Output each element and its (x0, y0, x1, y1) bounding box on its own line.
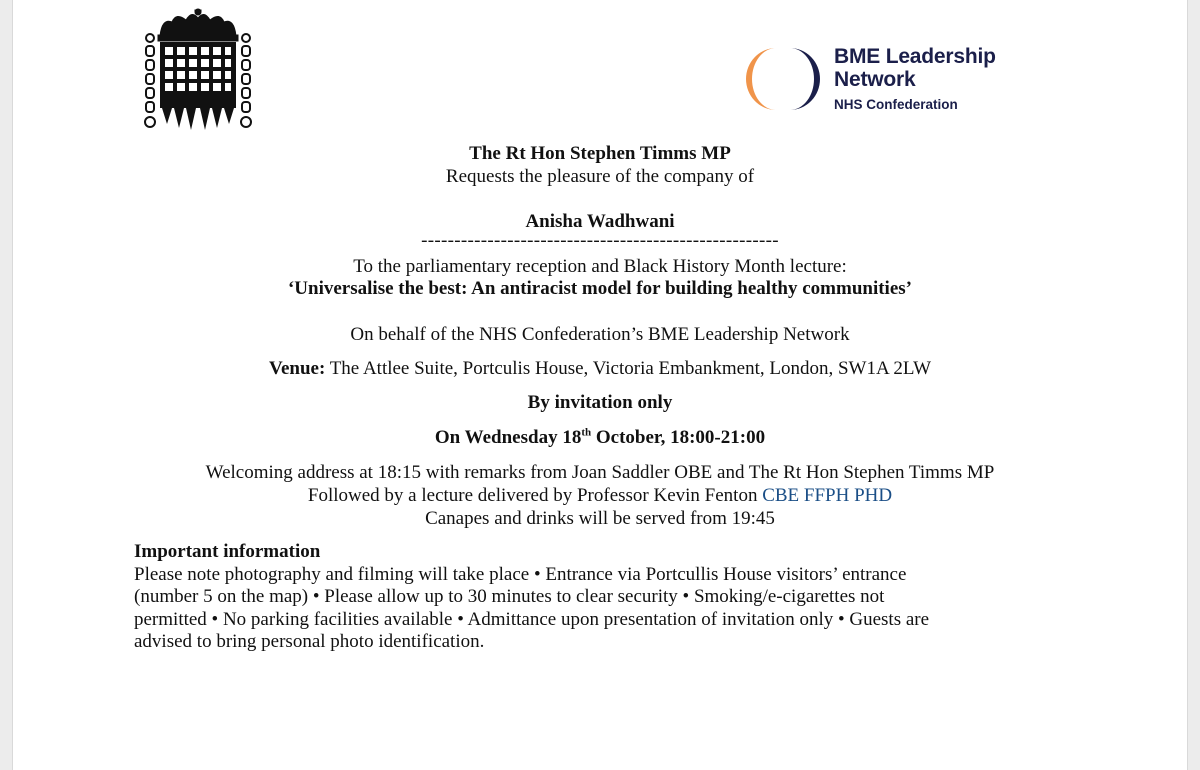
lecture-line (0, 485, 1200, 507)
invitation-page (12, 0, 1188, 770)
org-name-line2: Network (834, 68, 916, 91)
venue-label: Venue: (268, 358, 326, 379)
important-information (134, 541, 1074, 654)
important-line: Please note photography and filming will take place • Entrance via Portcullis House visitors’ entrance (134, 563, 907, 585)
canapes-text: Canapes and drinks will be served from 19:45 (425, 508, 775, 529)
org-parent: NHS Confederation (834, 97, 958, 112)
important-line: advised to bring personal photo identification. (134, 631, 485, 652)
org-name (834, 45, 996, 112)
date-suffix: October, 18:00-21:00 (591, 427, 766, 448)
important-line: permitted • No parking facilities available • Admittance upon presentation of invitation only • Guests are (134, 608, 930, 630)
welcome-text: Welcoming address at 18:15 with remarks from Joan Saddler OBE and The Rt Hon Stephen Timms MP (205, 462, 995, 483)
date-ordinal: th (581, 426, 592, 439)
requests-text: Requests the pleasure of the company of (445, 166, 755, 187)
important-heading: Important information (134, 541, 321, 562)
post-nominals: CBE FFPH PHD (762, 485, 893, 506)
event-date (0, 427, 1200, 449)
divider-line: ------------------------------------------------------ (421, 230, 779, 251)
guest-name: Anisha Wadhwani (525, 211, 675, 232)
lecture-title: ‘Universalise the best: An antiracist model for building healthy communities’ (287, 278, 912, 299)
host-name: The Rt Hon Stephen Timms MP (469, 143, 731, 164)
venue-line (0, 358, 1200, 380)
nhs-confederation-ring-icon (746, 44, 836, 114)
org-name-line1: BME Leadership (834, 45, 996, 68)
event-intro: To the parliamentary reception and Black History Month lecture: (353, 256, 847, 277)
venue-address: The Attlee Suite, Portculis House, Victoria Embankment, London, SW1A 2LW (325, 358, 932, 379)
by-invitation-text: By invitation only (527, 392, 673, 413)
important-line: (number 5 on the map) • Please allow up to 30 minutes to clear security • Smoking/e-cigarettes not (134, 586, 885, 607)
date-prefix: On Wednesday 18 (434, 427, 582, 448)
on-behalf-text: On behalf of the NHS Confederation’s BME Leadership Network (350, 324, 850, 345)
lecture-prefix: Followed by a lecture delivered by Professor Kevin Fenton (307, 485, 763, 506)
portcullis-icon (134, 8, 262, 136)
